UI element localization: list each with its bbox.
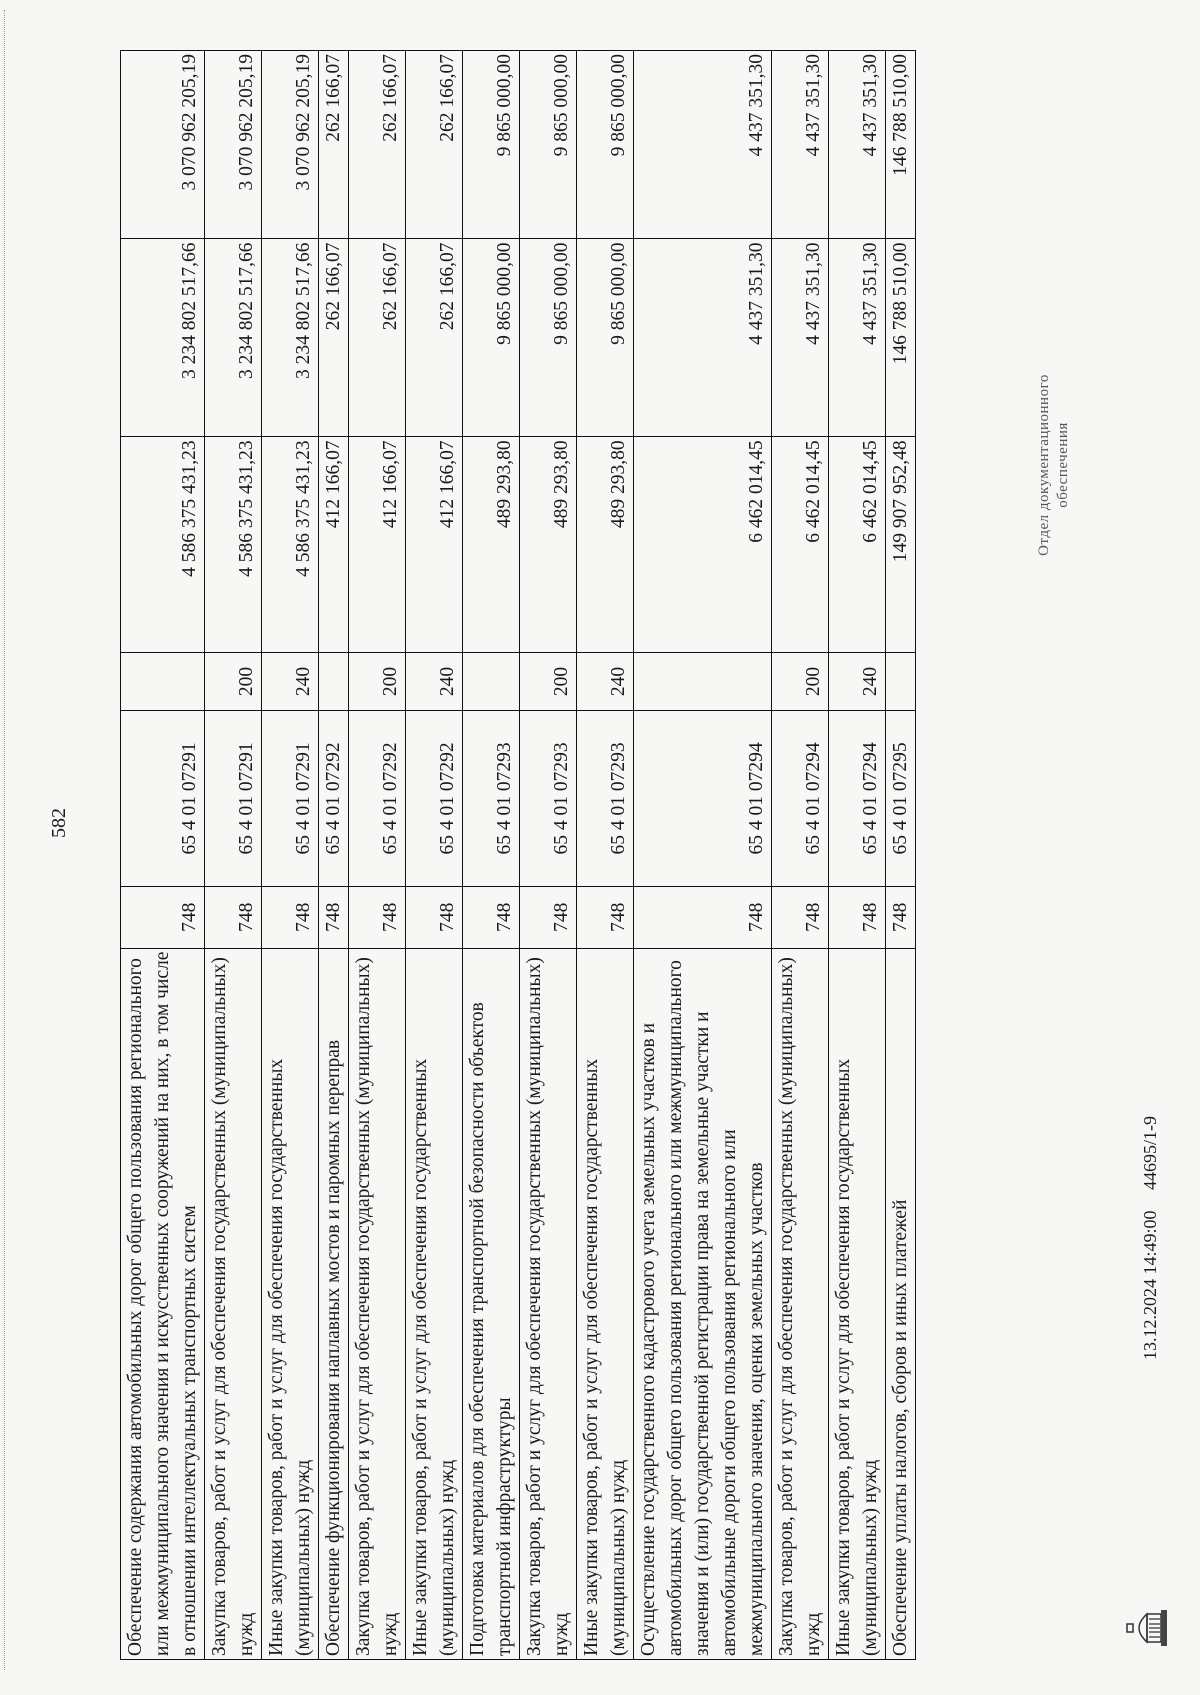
row-vr [121,653,205,711]
row-csr: 65 4 01 07293 [577,710,634,886]
rotated-page [120,50,1160,1660]
row-name: Иные закупки товаров, работ и услуг для обеспечения государственных (муниципальных) нужд [262,948,319,1659]
row-csr: 65 4 01 07291 [205,710,262,886]
table-row [829,51,886,1660]
row-name: Обеспечение функционирования наплавных мостов и паромных переправ [319,948,349,1659]
row-csr: 65 4 01 07294 [829,710,886,886]
table-row [634,51,772,1660]
row-value-2: 146 788 510,00 [886,239,916,437]
row-value-1: 412 166,07 [319,437,349,653]
table-row [121,51,205,1660]
table-row [319,51,349,1660]
row-ved: 748 [406,887,463,949]
row-value-1: 412 166,07 [406,437,463,653]
row-value-3: 262 166,07 [406,51,463,239]
row-ved: 748 [121,887,205,949]
row-value-3: 262 166,07 [319,51,349,239]
row-csr: 65 4 01 07292 [406,710,463,886]
row-value-2: 3 234 802 517,66 [262,239,319,437]
row-vr: 200 [349,653,406,711]
row-csr: 65 4 01 07291 [262,710,319,886]
row-ved: 748 [463,887,520,949]
footer-code: 44695/1-9 [1140,1116,1160,1190]
row-csr: 65 4 01 07294 [772,710,829,886]
scan-margin [4,10,7,1670]
row-ved: 748 [520,887,577,949]
footer-date: 13.12.2024 14:49:00 [1140,1210,1160,1360]
row-csr: 65 4 01 07293 [520,710,577,886]
row-value-1: 4 586 375 431,23 [121,437,205,653]
row-ved: 748 [205,887,262,949]
row-value-2: 3 234 802 517,66 [205,239,262,437]
table-row [463,51,520,1660]
row-value-3: 3 070 962 205,19 [121,51,205,239]
row-vr [463,653,520,711]
row-value-2: 262 166,07 [406,239,463,437]
table-row [262,51,319,1660]
row-name: Иные закупки товаров, работ и услуг для обеспечения государственных (муниципальных) нужд [406,948,463,1659]
row-value-2: 4 437 351,30 [634,239,772,437]
table-row [886,51,916,1660]
row-ved: 748 [634,887,772,949]
row-value-1: 489 293,80 [520,437,577,653]
stamp-line-1: Отдел документационного [1036,374,1052,556]
row-value-2: 4 437 351,30 [772,239,829,437]
row-value-1: 6 462 014,45 [829,437,886,653]
row-vr: 240 [829,653,886,711]
row-ved: 748 [349,887,406,949]
row-value-2: 9 865 000,00 [463,239,520,437]
row-ved: 748 [829,887,886,949]
row-value-2: 9 865 000,00 [520,239,577,437]
row-value-1: 489 293,80 [577,437,634,653]
table-row [520,51,577,1660]
department-stamp [1035,335,1073,595]
row-value-3: 9 865 000,00 [463,51,520,239]
row-value-2: 4 437 351,30 [829,239,886,437]
row-value-3: 3 070 962 205,19 [205,51,262,239]
table-row [205,51,262,1660]
row-ved: 748 [319,887,349,949]
row-value-1: 149 907 952,48 [886,437,916,653]
row-value-2: 262 166,07 [349,239,406,437]
row-value-3: 3 070 962 205,19 [262,51,319,239]
row-name: Закупка товаров, работ и услуг для обеспечения государственных (муниципальных) нужд [772,948,829,1659]
row-csr: 65 4 01 07292 [319,710,349,886]
row-value-1: 6 462 014,45 [634,437,772,653]
row-ved: 748 [886,887,916,949]
row-vr [319,653,349,711]
row-name: Обеспечение уплаты налогов, сборов и иных платежей [886,948,916,1659]
row-value-2: 3 234 802 517,66 [121,239,205,437]
row-name: Иные закупки товаров, работ и услуг для обеспечения государственных (муниципальных) нужд [829,948,886,1659]
table-row [772,51,829,1660]
row-csr: 65 4 01 07295 [886,710,916,886]
row-vr: 240 [406,653,463,711]
row-ved: 748 [577,887,634,949]
row-csr: 65 4 01 07294 [634,710,772,886]
row-name: Подготовка материалов для обеспечения транспортной безопасности объектов транспортной инфраструктуры [463,948,520,1659]
row-name: Закупка товаров, работ и услуг для обеспечения государственных (муниципальных) нужд [520,948,577,1659]
row-vr: 200 [205,653,262,711]
row-value-2: 9 865 000,00 [577,239,634,437]
row-csr: 65 4 01 07293 [463,710,520,886]
emblem-icon [1125,1608,1176,1648]
row-value-3: 262 166,07 [349,51,406,239]
page-number: 582 [48,808,70,838]
row-ved: 748 [772,887,829,949]
table-row [406,51,463,1660]
row-value-1: 4 586 375 431,23 [262,437,319,653]
table-row [349,51,406,1660]
table-row [577,51,634,1660]
row-value-1: 412 166,07 [349,437,406,653]
row-name: Осуществление государственного кадастрового учета земельных участков и автомобильных дорог общего пользования регионального или межмуниципального значения и (или) государственной регистрации права на земельные участки и автомобильные дороги общего пользования регионального или межмуниципального значения, оценки земельных участков [634,948,772,1659]
row-name: Обеспечение содержания автомобильных дорог общего пользования регионального или межмуниципального значения и искусственных сооружений на них, в том числе в отношении интеллектуальных транспортных систем [121,948,205,1659]
row-value-3: 146 788 510,00 [886,51,916,239]
budget-table [120,50,916,1660]
row-vr: 240 [262,653,319,711]
row-ved: 748 [262,887,319,949]
row-name: Закупка товаров, работ и услуг для обеспечения государственных (муниципальных) нужд [349,948,406,1659]
row-csr: 65 4 01 07291 [121,710,205,886]
row-value-1: 6 462 014,45 [772,437,829,653]
row-value-3: 4 437 351,30 [772,51,829,239]
row-vr: 240 [577,653,634,711]
row-value-3: 9 865 000,00 [520,51,577,239]
row-vr: 200 [520,653,577,711]
row-vr [634,653,772,711]
row-value-3: 4 437 351,30 [634,51,772,239]
stamp-line-2: обеспечения [1055,422,1071,508]
row-value-3: 9 865 000,00 [577,51,634,239]
row-value-1: 4 586 375 431,23 [205,437,262,653]
row-name: Иные закупки товаров, работ и услуг для обеспечения государственных (муниципальных) нужд [577,948,634,1659]
row-value-2: 262 166,07 [319,239,349,437]
row-vr: 200 [772,653,829,711]
row-value-1: 489 293,80 [463,437,520,653]
row-vr [886,653,916,711]
row-value-3: 4 437 351,30 [829,51,886,239]
row-csr: 65 4 01 07292 [349,710,406,886]
row-name: Закупка товаров, работ и услуг для обеспечения государственных (муниципальных) нужд [205,948,262,1659]
